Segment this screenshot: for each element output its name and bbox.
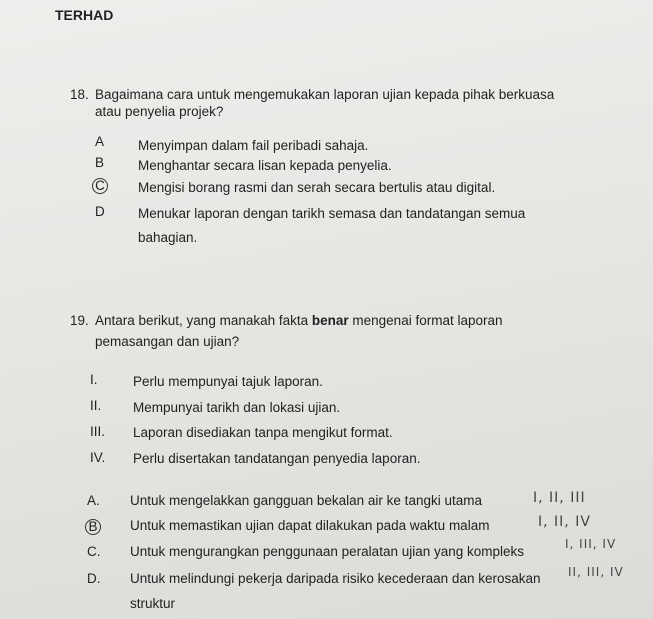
handwritten-note: II, III, IV: [568, 565, 624, 579]
option-letter: B: [95, 155, 105, 170]
option-letter: D.: [87, 571, 101, 586]
page-header-title: TERHAD: [55, 7, 114, 23]
statement-text: Laporan disediakan tanpa mengikut format.: [133, 425, 393, 440]
option-letter: A.: [87, 493, 100, 508]
question-text-line2: atau penyelia projek?: [95, 104, 224, 119]
option-text-line2: bahagian.: [138, 230, 198, 245]
question-text: [95, 313, 503, 329]
statement-numeral: III.: [90, 424, 106, 439]
option-text: Untuk mengelakkan gangguan bekalan air ke tangki utama: [130, 493, 482, 508]
option-letter: C.: [87, 544, 101, 559]
option-letter: A: [95, 134, 105, 149]
handwritten-note: I, II, IV: [538, 514, 591, 530]
option-letter-circled: B: [85, 519, 101, 535]
option-text: Menyimpan dalam fail peribadi sahaja.: [138, 138, 369, 153]
option-letter: D: [95, 204, 105, 219]
statement-text: Perlu mempunyai tajuk laporan.: [133, 374, 323, 389]
option-text: Menukar laporan dengan tarikh semasa dan tandatangan semua: [138, 206, 526, 221]
option-text-line2: struktur: [130, 596, 176, 611]
handwritten-note: I, III, IV: [565, 537, 617, 551]
statement-text: Perlu disertakan tandatangan penyedia laporan.: [133, 451, 421, 466]
statement-numeral: I.: [90, 372, 98, 387]
question-text-pre: Antara berikut, yang manakah fakta: [95, 313, 312, 328]
question-text-post: mengenai format laporan: [348, 313, 503, 328]
question-number: 18.: [70, 87, 89, 102]
handwritten-note: I, II, III: [533, 490, 586, 506]
option-text: Untuk mengurangkan penggunaan peralatan ujian yang kompleks: [130, 544, 525, 559]
question-text-line2: pemasangan dan ujian?: [95, 334, 240, 349]
statement-numeral: IV.: [90, 450, 106, 465]
option-text: Untuk memastikan ujian dapat dilakukan pada waktu malam: [130, 518, 490, 533]
option-letter-circled: C: [92, 178, 108, 194]
question-number: 19.: [70, 313, 89, 328]
option-text: Untuk melindungi pekerja daripada risiko kecederaan dan kerosakan: [130, 571, 541, 586]
question-text: Bagaimana cara untuk mengemukakan laporan ujian kepada pihak berkuasa: [95, 87, 555, 102]
statement-numeral: II.: [90, 398, 102, 413]
question-text-emphasis: benar: [311, 313, 349, 328]
option-text: Menghantar secara lisan kepada penyelia.: [138, 158, 392, 173]
statement-text: Mempunyai tarikh dan lokasi ujian.: [133, 400, 341, 415]
option-text: Mengisi borang rasmi dan serah secara bertulis atau digital.: [138, 180, 496, 195]
